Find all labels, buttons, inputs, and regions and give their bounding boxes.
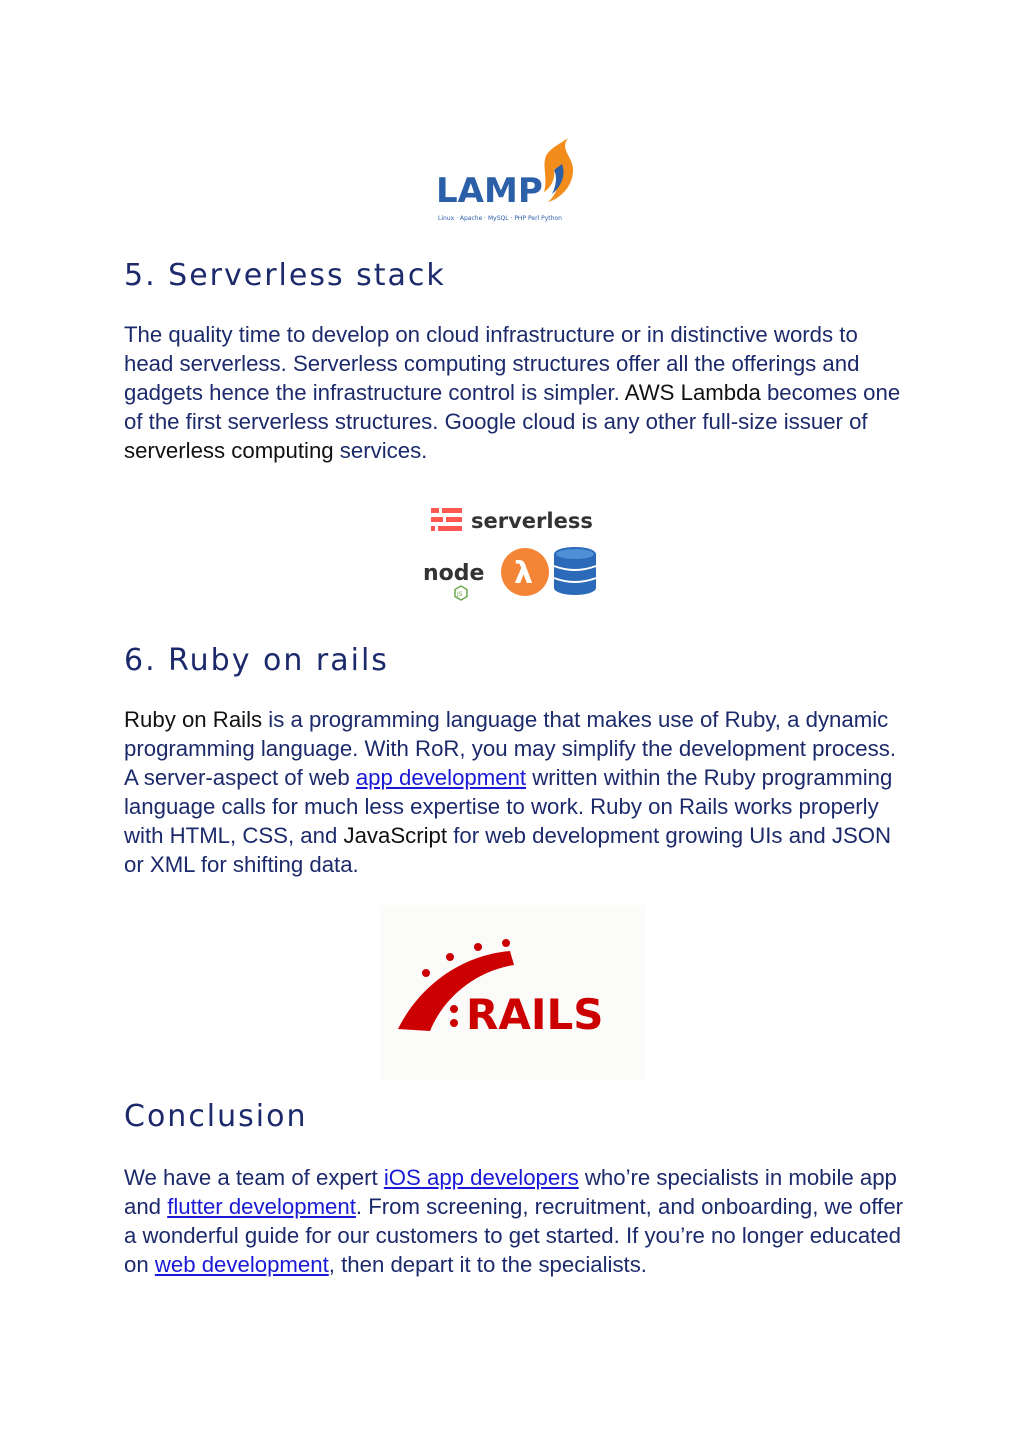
serverless-logo <box>415 492 610 612</box>
dynamodb-icon <box>554 547 596 595</box>
section-heading-conclusion: Conclusion <box>124 1099 308 1134</box>
term-javascript: JavaScript <box>343 823 448 848</box>
nodejs-badge: JS <box>457 591 463 598</box>
lamp-logo <box>430 130 590 230</box>
term-ruby-on-rails: Ruby on Rails <box>124 707 263 732</box>
lambda-glyph: λ <box>514 556 533 591</box>
paragraph-rails: Ruby on Rails is a programming language that makes use of Ruby, a dynamic programming language. With RoR, you may simplify the development process. A server-aspect of web app development written within the Ruby programming language calls for much less expertise to work. Ruby on Rails works properly with HTML, CSS, and JavaScript for web development growing UIs and JSON or XML for shifting data. <box>124 707 896 877</box>
serverless-bolt-icon <box>431 508 462 531</box>
paragraph-conclusion: We have a team of expert iOS app developers who’re specialists in mobile app and flutter development. From screening, recruitment, and onboarding, we offer a wonderful guide for our customers to get started. If you’re no longer educated on web development, then depart it to the specialists. <box>124 1165 904 1277</box>
lamp-tagline: Linux · Apache · MySQL · PHP Perl Python <box>438 215 562 222</box>
link-flutter-development[interactable]: flutter development <box>167 1194 356 1219</box>
link-web-development[interactable]: web development <box>154 1252 329 1277</box>
section-heading-serverless: 5. Serverless stack <box>124 258 446 293</box>
paragraph-serverless: The quality time to develop on cloud infrastructure or in distinctive words to head serverless. Serverless computing structures offer all the offerings and gadgets hence the infrastructure control is simpler. AWS Lambda becomes one of the first serverless structures. Google cloud is any other full-size issuer of serverless computing services. <box>124 322 901 463</box>
rails-wordmark: RAILS <box>466 990 604 1039</box>
link-ios-app-developers[interactable]: iOS app developers <box>383 1165 579 1190</box>
link-app-development[interactable]: app development <box>355 765 527 790</box>
term-aws-lambda: AWS Lambda <box>624 380 761 405</box>
nodejs-wordmark: node <box>423 561 485 586</box>
rails-logo <box>380 905 645 1080</box>
term-serverless-computing: serverless computing <box>124 438 334 463</box>
lamp-wordmark: LAMP <box>436 171 543 211</box>
section-heading-rails: 6. Ruby on rails <box>124 643 389 678</box>
serverless-wordmark: serverless <box>471 509 593 533</box>
